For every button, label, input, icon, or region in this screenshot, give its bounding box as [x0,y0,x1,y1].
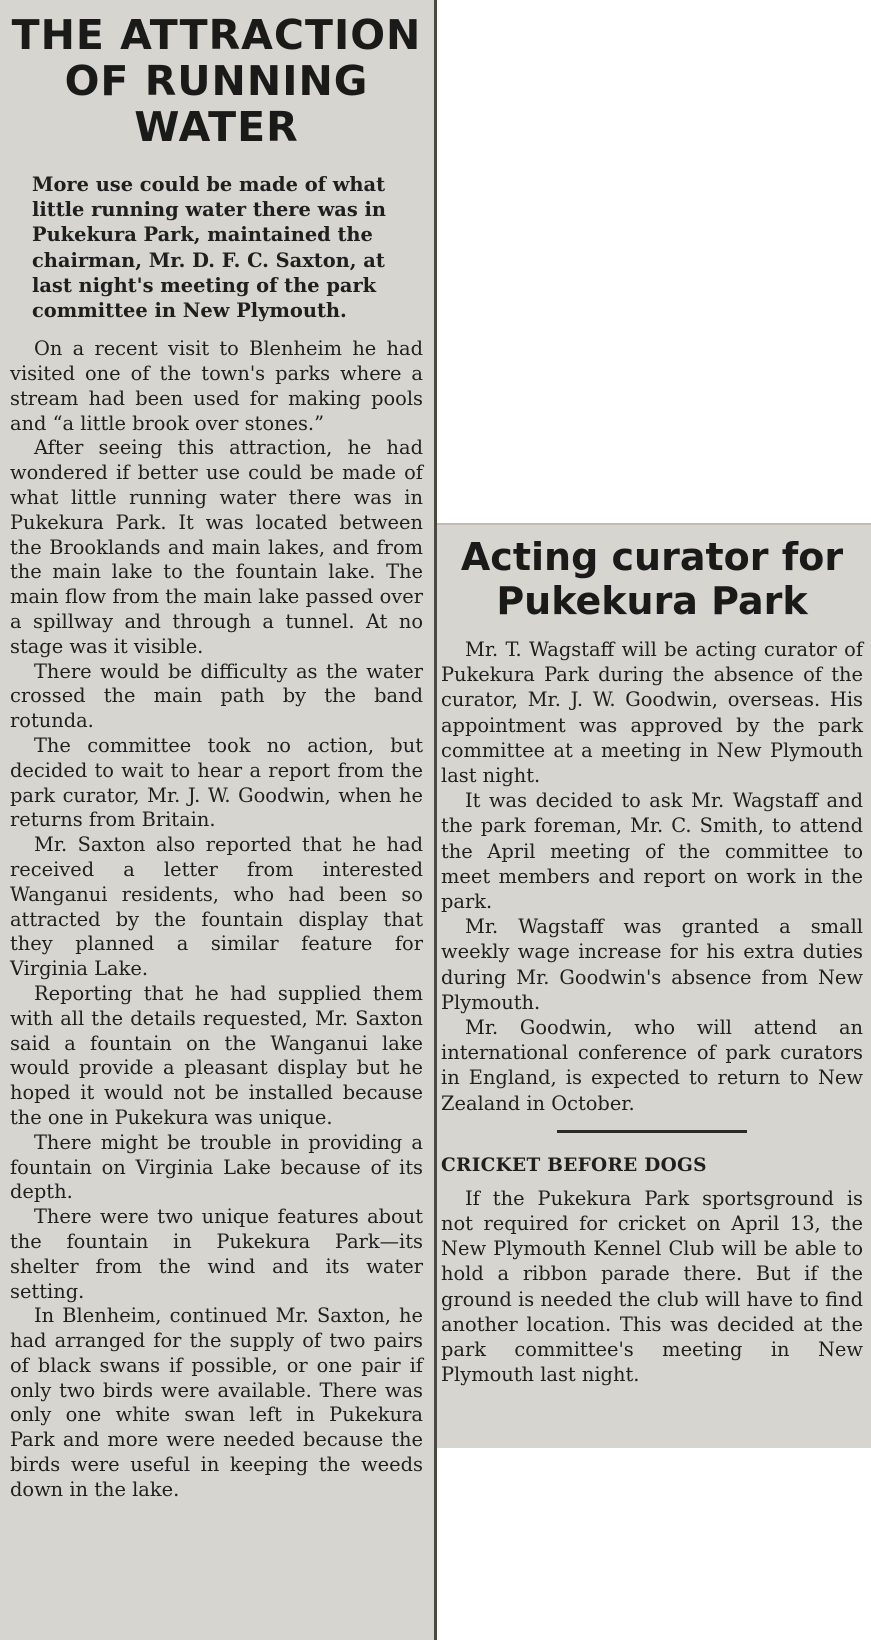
brief-subhead: CRICKET BEFORE DOGS [441,1154,707,1176]
left-article-lead: More use could be made of what little running water there was in Pukekura Park, maintained the chairman, Mr. D. F. C. Saxton, at last night's meeting of the park committee in New Plymouth. [32,173,386,323]
clipping-top-edge [437,523,871,525]
headline-line: Pukekura Park [496,579,808,623]
right-article-clipping [437,523,871,1448]
article-paragraph: If the Pukekura Park sportsground is not required for cricket on April 13, the New Plymouth Kennel Club will be able to hold a ribbon parade there. But if the ground is needed the club will have to find another location. This was decided at the park committee's meeting in New Plymouth last night. [441,1186,863,1387]
article-paragraph: Mr. T. Wagstaff will be acting curator of Pukekura Park during the absence of the curator, Mr. J. W. Goodwin, overseas. His appointment was approved by the park committee at a meeting in New Plymouth last night. [441,638,863,788]
article-paragraph: Mr. Goodwin, who will attend an international conference of park curators in England, is expected to return to New Zealand in October. [441,1016,863,1115]
article-paragraph: Reporting that he had supplied them with all the details requested, Mr. Saxton said a fountain on the Wanganui lake would provide a pleasant display but he hoped it would not be installed because the one in Pukekura was unique. [10,981,423,1129]
right-article-body [441,637,863,1116]
article-paragraph: Mr. Saxton also reported that he had received a letter from interested Wanganui residents, who had been so attracted by the fountain display that they planned a similar feature for Virginia Lake. [10,833,423,981]
article-paragraph: In Blenheim, continued Mr. Saxton, he had arranged for the supply of two pairs of black swans if possible, or one pair if only two birds were available. There was only one white swan left in Pukekura Park and more were needed because the birds were useful in keeping the weeds down in the lake. [10,1304,423,1501]
right-article-headline [441,535,863,623]
headline-line: OF RUNNING [64,57,369,105]
brief-body [441,1186,863,1388]
article-paragraph: The committee took no action, but decided to wait to hear a report from the park curator, Mr. J. W. Goodwin, when he returns from Britain. [10,733,423,832]
article-paragraph: After seeing this attraction, he had wondered if better use could be made of what little running water there was in Pukekura Park. It was located between the Brooklands and main lakes, and from the main lake to the fountain lake. The main flow from the main lake passed over a spillway and through a tunnel. At no stage was it visible. [10,436,423,658]
article-paragraph: On a recent visit to Blenheim he had visited one of the town's parks where a stream had been used for making pools and “a little brook over stones.” [10,337,423,435]
headline-line: Acting curator for [460,535,844,579]
article-paragraph: There would be difficulty as the water crossed the main path by the band rotunda. [10,659,423,733]
headline-line: THE ATTRACTION [11,11,422,59]
article-paragraph: It was decided to ask Mr. Wagstaff and the park foreman, Mr. C. Smith, to attend the April meeting of the committee to meet members and report on work in the park. [441,789,863,914]
article-paragraph: Mr. Wagstaff was granted a small weekly wage increase for his extra duties during Mr. Goodwin's absence from New Plymouth. [441,915,863,1014]
headline-line: WATER [134,103,299,151]
article-paragraph: There might be trouble in providing a fountain on Virginia Lake because of its depth. [10,1130,423,1204]
article-paragraph: There were two unique features about the fountain in Pukekura Park—its shelter from the wind and its water setting. [10,1205,423,1303]
section-divider [557,1130,747,1133]
left-article-body [10,337,423,1502]
left-article-headline [10,12,423,150]
